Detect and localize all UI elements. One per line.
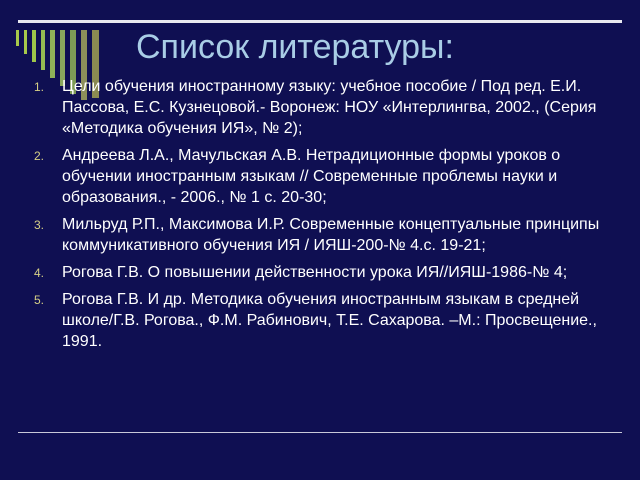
reference-text: Рогова Г.В. О повышении действенности урока ИЯ//ИЯШ-1986-№ 4; [62,264,568,281]
bottom-rule [18,432,622,433]
stripe [32,30,36,62]
item-number: 1. [34,80,45,94]
stripe [16,30,19,46]
item-number: 3. [34,218,45,232]
list-item [34,289,614,352]
list-item [34,76,614,139]
item-number: 2. [34,149,45,163]
item-number: 4. [34,266,45,280]
reference-list [34,76,614,358]
slide-title: Список литературы: [136,28,454,66]
list-item [34,214,614,256]
list-item [34,145,614,208]
stripe [41,30,45,70]
list-item [34,262,614,283]
reference-text: Андреева Л.А., Мачульская А.В. Нетрадиционные формы уроков о обучении иностранным языкам // Современные проблемы науки и образования., - 2006., № 1 с. 20-30; [62,147,561,206]
item-number: 5. [34,293,45,307]
reference-text: Цели обучения иностранному языку: учебное пособие / Под ред. Е.И. Пассова, Е.С. Кузнецовой.- Воронеж: НОУ «Интерлингва, 2002., (Серия «Методика обучения ИЯ», № 2); [62,78,597,137]
reference-text: Мильруд Р.П., Максимова И.Р. Современные концептуальные принципы коммуникативного обучения ИЯ / ИЯШ-200-№ 4.с. 19-21; [62,216,600,254]
top-rule [18,20,622,23]
stripe [24,30,27,54]
stripe [50,30,55,78]
reference-text: Рогова Г.В. И др. Методика обучения иностранным языкам в средней школе/Г.В. Рогова., Ф.М. Рабинович, Т.Е. Сахарова. –М.: Просвещение., 1991. [62,291,597,350]
